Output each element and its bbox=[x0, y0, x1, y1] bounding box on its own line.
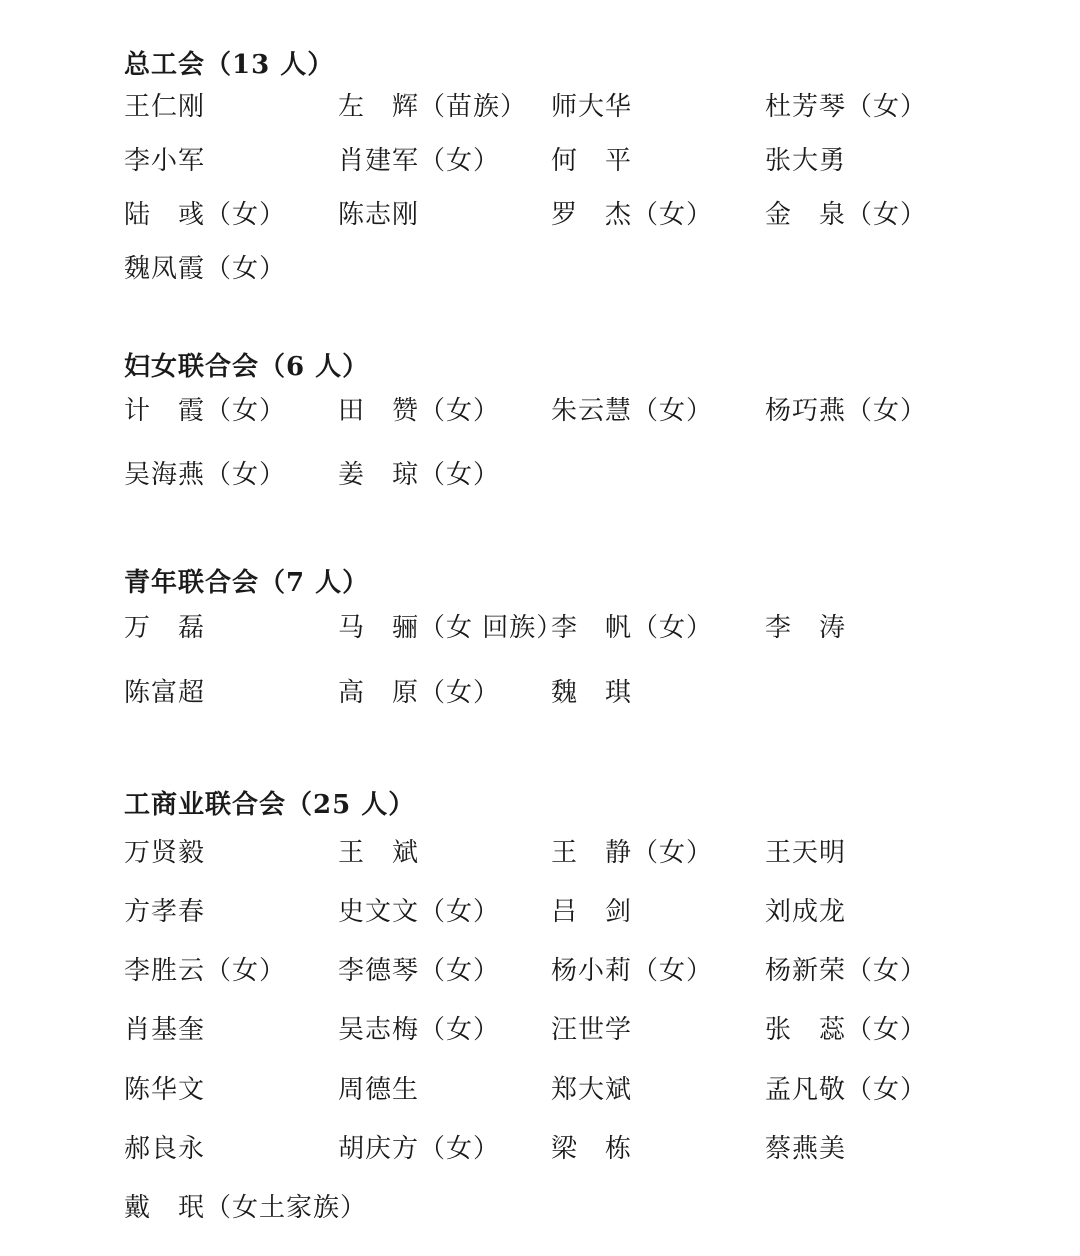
member-name: 田 赞（女） bbox=[338, 396, 501, 426]
member-name: 刘成龙 bbox=[765, 897, 847, 927]
member-name: 杜芳琴（女） bbox=[765, 92, 928, 122]
member-name: 李 帆（女） bbox=[551, 613, 714, 643]
member-name: 胡庆方（女） bbox=[338, 1134, 501, 1164]
member-name: 魏 琪 bbox=[551, 678, 633, 708]
member-name: 汪世学 bbox=[551, 1015, 633, 1045]
member-name: 何 平 bbox=[551, 146, 633, 176]
member-name: 左 辉（苗族） bbox=[338, 92, 528, 122]
member-name: 朱云慧（女） bbox=[551, 396, 714, 426]
member-name: 周德生 bbox=[338, 1075, 420, 1105]
member-name: 郝良永 bbox=[124, 1134, 206, 1164]
member-name: 吴海燕（女） bbox=[124, 460, 287, 490]
member-name: 张 蕊（女） bbox=[765, 1015, 928, 1045]
member-name: 王仁刚 bbox=[124, 92, 206, 122]
member-name: 史文文（女） bbox=[338, 897, 501, 927]
member-name: 李小军 bbox=[124, 146, 206, 176]
member-name: 孟凡敬（女） bbox=[765, 1075, 928, 1105]
member-name: 蔡燕美 bbox=[765, 1134, 847, 1164]
member-name: 杨巧燕（女） bbox=[765, 396, 928, 426]
member-name: 吴志梅（女） bbox=[338, 1015, 501, 1045]
member-name: 计 霞（女） bbox=[124, 396, 287, 426]
section-heading-trade-union: 总工会（13 人） bbox=[124, 50, 335, 80]
member-name: 杨小莉（女） bbox=[551, 956, 714, 986]
member-name: 魏凤霞（女） bbox=[124, 254, 287, 284]
member-name: 陈志刚 bbox=[338, 200, 420, 230]
member-name: 李胜云（女） bbox=[124, 956, 287, 986]
member-name: 肖建军（女） bbox=[338, 146, 501, 176]
member-name: 陈华文 bbox=[124, 1075, 206, 1105]
section-heading-youth-federation: 青年联合会（7 人） bbox=[124, 568, 370, 598]
member-name: 王 静（女） bbox=[551, 838, 714, 868]
member-name: 万 磊 bbox=[124, 613, 206, 643]
member-name: 吕 剑 bbox=[551, 897, 633, 927]
member-name: 张大勇 bbox=[765, 146, 847, 176]
section-heading-industry-commerce-federation: 工商业联合会（25 人） bbox=[124, 790, 416, 820]
member-name: 戴 珉（女土家族） bbox=[124, 1193, 368, 1223]
member-name: 万贤毅 bbox=[124, 838, 206, 868]
member-name: 陈富超 bbox=[124, 678, 206, 708]
member-name: 李德琴（女） bbox=[338, 956, 501, 986]
member-name: 金 泉（女） bbox=[765, 200, 928, 230]
section-heading-womens-federation: 妇女联合会（6 人） bbox=[124, 352, 370, 382]
member-name: 师大华 bbox=[551, 92, 633, 122]
member-name: 肖基奎 bbox=[124, 1015, 206, 1045]
member-name: 高 原（女） bbox=[338, 678, 501, 708]
member-name: 方孝春 bbox=[124, 897, 206, 927]
member-name: 郑大斌 bbox=[551, 1075, 633, 1105]
member-name: 杨新荣（女） bbox=[765, 956, 928, 986]
member-name: 马 骊（女 回族） bbox=[338, 613, 564, 643]
member-name: 梁 栋 bbox=[551, 1134, 633, 1164]
member-name: 王天明 bbox=[765, 838, 847, 868]
member-name: 王 斌 bbox=[338, 838, 420, 868]
member-name: 陆 彧（女） bbox=[124, 200, 287, 230]
member-name: 姜 琼（女） bbox=[338, 460, 501, 490]
member-name: 李 涛 bbox=[765, 613, 847, 643]
member-name: 罗 杰（女） bbox=[551, 200, 714, 230]
